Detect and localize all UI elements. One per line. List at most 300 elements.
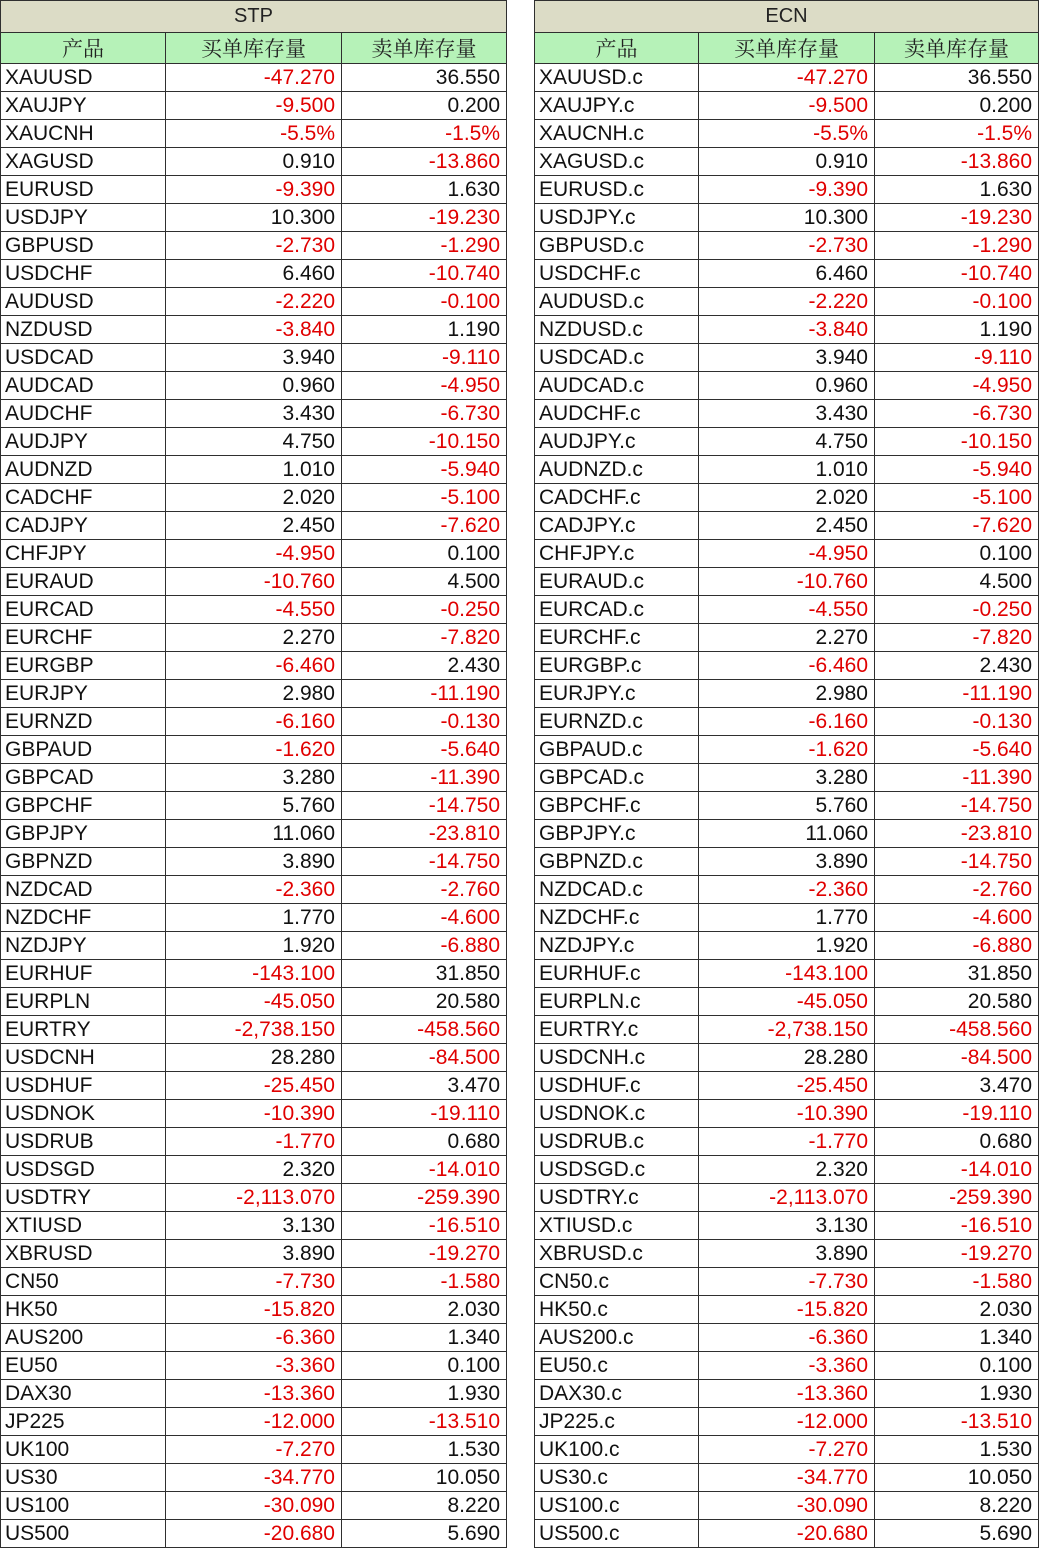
table-row	[1, 372, 507, 400]
symbol-cell: USDJPY	[1, 204, 166, 232]
stp-title: STP	[1, 1, 507, 33]
buy-inventory-cell: 2.270	[166, 624, 342, 652]
table-row	[535, 232, 1039, 260]
buy-inventory-cell: 1.770	[166, 904, 342, 932]
buy-inventory-cell: 2.450	[166, 512, 342, 540]
table-row	[535, 988, 1039, 1016]
table-row	[1, 792, 507, 820]
buy-inventory-cell: -6.460	[699, 652, 875, 680]
table-row	[1, 1128, 507, 1156]
stp-col-product: 产品	[1, 33, 166, 64]
table-row	[1, 1184, 507, 1212]
table-row	[1, 1492, 507, 1520]
table-row	[535, 1268, 1039, 1296]
symbol-cell: NZDCHF.c	[535, 904, 699, 932]
buy-inventory-cell: -6.360	[166, 1324, 342, 1352]
buy-inventory-cell: -2,738.150	[166, 1016, 342, 1044]
table-row	[535, 120, 1039, 148]
sell-inventory-cell: 0.680	[342, 1128, 507, 1156]
buy-inventory-cell: -2.360	[166, 876, 342, 904]
sell-inventory-cell: 1.930	[875, 1380, 1039, 1408]
table-row	[535, 64, 1039, 92]
sell-inventory-cell: 3.470	[342, 1072, 507, 1100]
symbol-cell: GBPJPY	[1, 820, 166, 848]
sell-inventory-cell: -0.100	[875, 288, 1039, 316]
table-row	[1, 876, 507, 904]
buy-inventory-cell: 2.980	[166, 680, 342, 708]
buy-inventory-cell: -6.160	[699, 708, 875, 736]
sell-inventory-cell: -16.510	[342, 1212, 507, 1240]
buy-inventory-cell: 1.920	[166, 932, 342, 960]
table-row	[535, 260, 1039, 288]
sell-inventory-cell: -458.560	[875, 1016, 1039, 1044]
table-row	[535, 1072, 1039, 1100]
table-row	[1, 1016, 507, 1044]
symbol-cell: AUDCHF	[1, 400, 166, 428]
symbol-cell: EURHUF.c	[535, 960, 699, 988]
buy-inventory-cell: 2.980	[699, 680, 875, 708]
buy-inventory-cell: 6.460	[699, 260, 875, 288]
sell-inventory-cell: -13.510	[342, 1408, 507, 1436]
sell-inventory-cell: -11.190	[342, 680, 507, 708]
table-row	[1, 176, 507, 204]
symbol-cell: AUDNZD.c	[535, 456, 699, 484]
sell-inventory-cell: -9.110	[875, 344, 1039, 372]
sell-inventory-cell: -1.5%	[342, 120, 507, 148]
symbol-cell: USDTRY	[1, 1184, 166, 1212]
buy-inventory-cell: 5.760	[166, 792, 342, 820]
buy-inventory-cell: 0.960	[699, 372, 875, 400]
buy-inventory-cell: -30.090	[699, 1492, 875, 1520]
sell-inventory-cell: -5.100	[875, 484, 1039, 512]
table-row	[1, 428, 507, 456]
symbol-cell: GBPCAD.c	[535, 764, 699, 792]
symbol-cell: USDSGD.c	[535, 1156, 699, 1184]
symbol-cell: AUDJPY.c	[535, 428, 699, 456]
buy-inventory-cell: -7.730	[699, 1268, 875, 1296]
sell-inventory-cell: -458.560	[342, 1016, 507, 1044]
sell-inventory-cell: 0.100	[342, 1352, 507, 1380]
table-row	[1, 652, 507, 680]
table-row	[535, 1184, 1039, 1212]
sell-inventory-cell: -19.230	[342, 204, 507, 232]
sell-inventory-cell: 1.530	[342, 1436, 507, 1464]
symbol-cell: GBPJPY.c	[535, 820, 699, 848]
sell-inventory-cell: -10.150	[342, 428, 507, 456]
symbol-cell: GBPAUD.c	[535, 736, 699, 764]
table-row	[535, 1408, 1039, 1436]
table-row	[1, 232, 507, 260]
buy-inventory-cell: -13.360	[699, 1380, 875, 1408]
symbol-cell: US500	[1, 1520, 166, 1548]
symbol-cell: USDTRY.c	[535, 1184, 699, 1212]
symbol-cell: CHFJPY	[1, 540, 166, 568]
buy-inventory-cell: -3.840	[699, 316, 875, 344]
table-row	[535, 1324, 1039, 1352]
buy-inventory-cell: -9.500	[166, 92, 342, 120]
buy-inventory-cell: -7.270	[166, 1436, 342, 1464]
sell-inventory-cell: 0.680	[875, 1128, 1039, 1156]
sell-inventory-cell: -0.100	[342, 288, 507, 316]
sell-inventory-cell: -9.110	[342, 344, 507, 372]
ecn-col-buy-inventory: 买单库存量	[699, 33, 875, 64]
table-row	[1, 988, 507, 1016]
sell-inventory-cell: -11.190	[875, 680, 1039, 708]
sell-inventory-cell: -23.810	[875, 820, 1039, 848]
table-row	[535, 1128, 1039, 1156]
sell-inventory-cell: -0.250	[342, 596, 507, 624]
buy-inventory-cell: -3.360	[166, 1352, 342, 1380]
table-row	[1, 1044, 507, 1072]
table-row	[1, 1464, 507, 1492]
sell-inventory-cell: -7.620	[342, 512, 507, 540]
table-row	[1, 512, 507, 540]
sell-inventory-cell: -7.820	[342, 624, 507, 652]
table-row	[535, 596, 1039, 624]
sell-inventory-cell: -0.130	[342, 708, 507, 736]
sell-inventory-cell: -5.940	[875, 456, 1039, 484]
symbol-cell: USDSGD	[1, 1156, 166, 1184]
buy-inventory-cell: -1.770	[699, 1128, 875, 1156]
buy-inventory-cell: 2.320	[166, 1156, 342, 1184]
stp-table	[0, 0, 507, 1548]
symbol-cell: EURAUD.c	[535, 568, 699, 596]
symbol-cell: USDHUF.c	[535, 1072, 699, 1100]
buy-inventory-cell: -25.450	[699, 1072, 875, 1100]
table-row	[1, 1436, 507, 1464]
sell-inventory-cell: 36.550	[342, 64, 507, 92]
table-row	[535, 680, 1039, 708]
buy-inventory-cell: 3.130	[166, 1212, 342, 1240]
buy-inventory-cell: -4.950	[166, 540, 342, 568]
buy-inventory-cell: -20.680	[699, 1520, 875, 1548]
table-row	[1, 1268, 507, 1296]
sell-inventory-cell: 2.030	[342, 1296, 507, 1324]
sell-inventory-cell: -19.270	[342, 1240, 507, 1268]
sell-inventory-cell: -1.580	[342, 1268, 507, 1296]
symbol-cell: US30	[1, 1464, 166, 1492]
symbol-cell: USDRUB	[1, 1128, 166, 1156]
symbol-cell: EURJPY.c	[535, 680, 699, 708]
buy-inventory-cell: -3.360	[699, 1352, 875, 1380]
buy-inventory-cell: -143.100	[166, 960, 342, 988]
sell-inventory-cell: 4.500	[342, 568, 507, 596]
symbol-cell: XBRUSD.c	[535, 1240, 699, 1268]
buy-inventory-cell: -10.390	[699, 1100, 875, 1128]
sell-inventory-cell: -0.250	[875, 596, 1039, 624]
table-row	[1, 624, 507, 652]
symbol-cell: XAUUSD.c	[535, 64, 699, 92]
sell-inventory-cell: -4.600	[875, 904, 1039, 932]
table-row	[535, 456, 1039, 484]
buy-inventory-cell: 2.320	[699, 1156, 875, 1184]
table-row	[1, 568, 507, 596]
sell-inventory-cell: -13.860	[875, 148, 1039, 176]
symbol-cell: GBPAUD	[1, 736, 166, 764]
symbol-cell: CHFJPY.c	[535, 540, 699, 568]
table-row	[535, 1100, 1039, 1128]
table-row	[535, 1016, 1039, 1044]
buy-inventory-cell: -7.730	[166, 1268, 342, 1296]
sell-inventory-cell: -11.390	[875, 764, 1039, 792]
symbol-cell: CADCHF	[1, 484, 166, 512]
symbol-cell: GBPUSD.c	[535, 232, 699, 260]
buy-inventory-cell: 6.460	[166, 260, 342, 288]
symbol-cell: AUDJPY	[1, 428, 166, 456]
symbol-cell: AUDNZD	[1, 456, 166, 484]
sell-inventory-cell: 36.550	[875, 64, 1039, 92]
buy-inventory-cell: -10.760	[699, 568, 875, 596]
buy-inventory-cell: -6.460	[166, 652, 342, 680]
sell-inventory-cell: -7.620	[875, 512, 1039, 540]
table-row	[535, 1464, 1039, 1492]
table-row	[535, 652, 1039, 680]
sell-inventory-cell: -1.580	[875, 1268, 1039, 1296]
sell-inventory-cell: 4.500	[875, 568, 1039, 596]
buy-inventory-cell: -10.760	[166, 568, 342, 596]
sell-inventory-cell: 10.050	[342, 1464, 507, 1492]
sell-inventory-cell: -4.950	[342, 372, 507, 400]
symbol-cell: EURNZD	[1, 708, 166, 736]
symbol-cell: US100.c	[535, 1492, 699, 1520]
buy-inventory-cell: 0.910	[166, 148, 342, 176]
table-row	[535, 932, 1039, 960]
sell-inventory-cell: -6.730	[875, 400, 1039, 428]
symbol-cell: GBPUSD	[1, 232, 166, 260]
buy-inventory-cell: 11.060	[699, 820, 875, 848]
table-row	[1, 540, 507, 568]
symbol-cell: NZDJPY	[1, 932, 166, 960]
symbol-cell: AUS200	[1, 1324, 166, 1352]
sell-inventory-cell: 8.220	[875, 1492, 1039, 1520]
sell-inventory-cell: 1.530	[875, 1436, 1039, 1464]
table-row	[535, 316, 1039, 344]
buy-inventory-cell: 2.270	[699, 624, 875, 652]
table-row	[1, 344, 507, 372]
stp-panel	[0, 0, 506, 1548]
sell-inventory-cell: -10.150	[875, 428, 1039, 456]
sell-inventory-cell: -2.760	[342, 876, 507, 904]
ecn-col-product: 产品	[535, 33, 699, 64]
buy-inventory-cell: -4.950	[699, 540, 875, 568]
buy-inventory-cell: 4.750	[166, 428, 342, 456]
buy-inventory-cell: 10.300	[166, 204, 342, 232]
symbol-cell: USDCNH	[1, 1044, 166, 1072]
symbol-cell: GBPCAD	[1, 764, 166, 792]
table-row	[1, 288, 507, 316]
symbol-cell: NZDCAD.c	[535, 876, 699, 904]
table-row	[1, 400, 507, 428]
table-row	[1, 1240, 507, 1268]
sell-inventory-cell: 1.190	[875, 316, 1039, 344]
sell-inventory-cell: 3.470	[875, 1072, 1039, 1100]
symbol-cell: EURPLN.c	[535, 988, 699, 1016]
symbol-cell: XAUUSD	[1, 64, 166, 92]
table-row	[535, 1212, 1039, 1240]
table-row	[1, 1324, 507, 1352]
sell-inventory-cell: -1.290	[342, 232, 507, 260]
sell-inventory-cell: -4.950	[875, 372, 1039, 400]
table-row	[1, 680, 507, 708]
sell-inventory-cell: 1.340	[875, 1324, 1039, 1352]
table-row	[535, 904, 1039, 932]
buy-inventory-cell: 3.890	[699, 848, 875, 876]
buy-inventory-cell: -47.270	[166, 64, 342, 92]
sell-inventory-cell: -11.390	[342, 764, 507, 792]
symbol-cell: XAUCNH	[1, 120, 166, 148]
table-row	[535, 960, 1039, 988]
table-row	[1, 708, 507, 736]
sell-inventory-cell: 0.100	[875, 1352, 1039, 1380]
table-row	[1, 148, 507, 176]
ecn-table-body	[535, 64, 1039, 1548]
buy-inventory-cell: -15.820	[699, 1296, 875, 1324]
table-row	[535, 92, 1039, 120]
table-row	[1, 456, 507, 484]
sell-inventory-cell: -1.290	[875, 232, 1039, 260]
symbol-cell: USDCAD	[1, 344, 166, 372]
symbol-cell: EURCHF.c	[535, 624, 699, 652]
table-row	[535, 1296, 1039, 1324]
sell-inventory-cell: 20.580	[875, 988, 1039, 1016]
sell-inventory-cell: -23.810	[342, 820, 507, 848]
buy-inventory-cell: -2,113.070	[699, 1184, 875, 1212]
buy-inventory-cell: -5.5%	[699, 120, 875, 148]
stp-col-buy-inventory: 买单库存量	[166, 33, 342, 64]
table-row	[535, 372, 1039, 400]
symbol-cell: XBRUSD	[1, 1240, 166, 1268]
ecn-panel	[534, 0, 1038, 1548]
table-row	[535, 176, 1039, 204]
table-row	[535, 1520, 1039, 1548]
sell-inventory-cell: -19.110	[342, 1100, 507, 1128]
sell-inventory-cell: -0.130	[875, 708, 1039, 736]
sell-inventory-cell: -19.270	[875, 1240, 1039, 1268]
buy-inventory-cell: 3.280	[166, 764, 342, 792]
buy-inventory-cell: -2,738.150	[699, 1016, 875, 1044]
symbol-cell: XAUCNH.c	[535, 120, 699, 148]
table-row	[535, 1044, 1039, 1072]
buy-inventory-cell: 28.280	[699, 1044, 875, 1072]
sell-inventory-cell: 20.580	[342, 988, 507, 1016]
buy-inventory-cell: 3.940	[699, 344, 875, 372]
table-row	[1, 1380, 507, 1408]
stp-col-sell-inventory: 卖单库存量	[342, 33, 507, 64]
buy-inventory-cell: -4.550	[166, 596, 342, 624]
symbol-cell: GBPNZD	[1, 848, 166, 876]
buy-inventory-cell: -20.680	[166, 1520, 342, 1548]
buy-inventory-cell: 3.940	[166, 344, 342, 372]
sell-inventory-cell: -14.750	[875, 792, 1039, 820]
table-row	[1, 596, 507, 624]
symbol-cell: XTIUSD.c	[535, 1212, 699, 1240]
buy-inventory-cell: -2.730	[699, 232, 875, 260]
symbol-cell: NZDCHF	[1, 904, 166, 932]
symbol-cell: EURGBP.c	[535, 652, 699, 680]
table-row	[535, 344, 1039, 372]
sell-inventory-cell: -10.740	[342, 260, 507, 288]
buy-inventory-cell: 2.020	[699, 484, 875, 512]
table-row	[1, 1100, 507, 1128]
buy-inventory-cell: 3.890	[166, 848, 342, 876]
buy-inventory-cell: -6.360	[699, 1324, 875, 1352]
buy-inventory-cell: -12.000	[699, 1408, 875, 1436]
symbol-cell: EURCAD	[1, 596, 166, 624]
table-row	[535, 148, 1039, 176]
symbol-cell: UK100.c	[535, 1436, 699, 1464]
symbol-cell: GBPCHF	[1, 792, 166, 820]
symbol-cell: GBPNZD.c	[535, 848, 699, 876]
sell-inventory-cell: 1.630	[342, 176, 507, 204]
sell-inventory-cell: -13.510	[875, 1408, 1039, 1436]
symbol-cell: EURCAD.c	[535, 596, 699, 624]
symbol-cell: EURPLN	[1, 988, 166, 1016]
symbol-cell: CN50	[1, 1268, 166, 1296]
symbol-cell: EURUSD	[1, 176, 166, 204]
symbol-cell: EURCHF	[1, 624, 166, 652]
table-row	[1, 764, 507, 792]
table-row	[1, 736, 507, 764]
buy-inventory-cell: 3.890	[166, 1240, 342, 1268]
sell-inventory-cell: -6.880	[875, 932, 1039, 960]
table-row	[535, 1492, 1039, 1520]
symbol-cell: XAUJPY	[1, 92, 166, 120]
symbol-cell: EU50.c	[535, 1352, 699, 1380]
sell-inventory-cell: -4.600	[342, 904, 507, 932]
sell-inventory-cell: 1.190	[342, 316, 507, 344]
sell-inventory-cell: -14.010	[875, 1156, 1039, 1184]
table-row	[535, 624, 1039, 652]
symbol-cell: DAX30.c	[535, 1380, 699, 1408]
table-row	[535, 428, 1039, 456]
buy-inventory-cell: -12.000	[166, 1408, 342, 1436]
table-row	[1, 848, 507, 876]
symbol-cell: USDNOK.c	[535, 1100, 699, 1128]
sell-inventory-cell: -259.390	[875, 1184, 1039, 1212]
sell-inventory-cell: 31.850	[342, 960, 507, 988]
sell-inventory-cell: -14.750	[875, 848, 1039, 876]
table-row	[1, 1408, 507, 1436]
sell-inventory-cell: -84.500	[875, 1044, 1039, 1072]
symbol-cell: CADCHF.c	[535, 484, 699, 512]
table-row	[535, 820, 1039, 848]
symbol-cell: EURJPY	[1, 680, 166, 708]
sell-inventory-cell: 1.630	[875, 176, 1039, 204]
sell-inventory-cell: -6.880	[342, 932, 507, 960]
sell-inventory-cell: -5.640	[342, 736, 507, 764]
ecn-title: ECN	[535, 1, 1039, 33]
buy-inventory-cell: -34.770	[699, 1464, 875, 1492]
buy-inventory-cell: -1.770	[166, 1128, 342, 1156]
sell-inventory-cell: -7.820	[875, 624, 1039, 652]
buy-inventory-cell: -47.270	[699, 64, 875, 92]
buy-inventory-cell: -1.620	[699, 736, 875, 764]
buy-inventory-cell: 3.130	[699, 1212, 875, 1240]
symbol-cell: EURAUD	[1, 568, 166, 596]
sell-inventory-cell: -14.750	[342, 848, 507, 876]
symbol-cell: CN50.c	[535, 1268, 699, 1296]
symbol-cell: USDHUF	[1, 1072, 166, 1100]
table-row	[1, 820, 507, 848]
symbol-cell: AUDCAD	[1, 372, 166, 400]
sell-inventory-cell: -5.940	[342, 456, 507, 484]
buy-inventory-cell: 1.920	[699, 932, 875, 960]
symbol-cell: USDCAD.c	[535, 344, 699, 372]
table-row	[535, 400, 1039, 428]
sell-inventory-cell: 0.100	[342, 540, 507, 568]
sell-inventory-cell: -1.5%	[875, 120, 1039, 148]
buy-inventory-cell: -2.220	[699, 288, 875, 316]
